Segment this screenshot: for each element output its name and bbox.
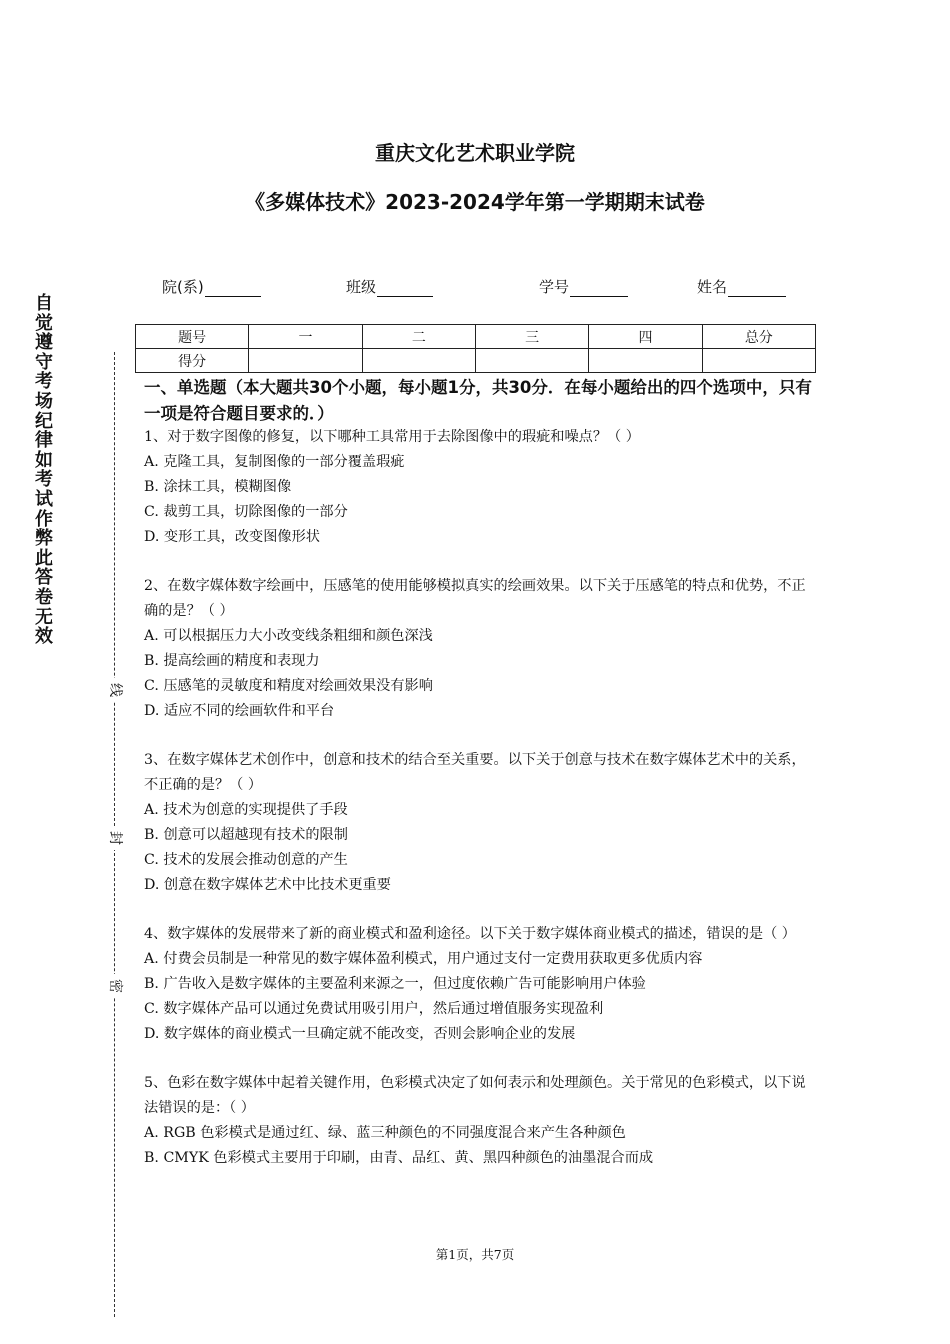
- school-title: 重庆文化艺术职业学院: [375, 141, 575, 165]
- department-field[interactable]: [162, 276, 261, 297]
- name-label: 姓名: [697, 278, 728, 296]
- score-table-cell: 四: [589, 325, 702, 349]
- option-a[interactable]: A. 可以根据压力大小改变线条粗细和颜色深浅: [144, 628, 433, 644]
- option-c[interactable]: C. 数字媒体产品可以通过免费试用吸引用户，然后通过增值服务实现盈利: [144, 1001, 604, 1017]
- score-table: [135, 324, 816, 373]
- option-d[interactable]: D. 变形工具，改变图像形状: [144, 529, 320, 545]
- exam-discipline-notice: 自觉遵守考场纪律如考试作弊此答卷无效: [35, 293, 53, 648]
- student-id-field[interactable]: [539, 276, 628, 297]
- cut-line-label: 线: [104, 678, 126, 702]
- question-1: [144, 425, 816, 550]
- option-c[interactable]: C. 技术的发展会推动创意的产生: [144, 852, 348, 868]
- question-stem: 4、数字媒体的发展带来了新的商业模式和盈利途径。以下关于数字媒体商业模式的描述，错误的是（ ）: [144, 926, 796, 942]
- name-blank[interactable]: [728, 280, 786, 297]
- score-input-cell[interactable]: [702, 349, 815, 373]
- option-d[interactable]: D. 数字媒体的商业模式一旦确定就不能改变，否则会影响企业的发展: [144, 1026, 576, 1042]
- class-label: 班级: [346, 278, 377, 296]
- name-field[interactable]: [697, 276, 786, 297]
- score-table-header-row: [136, 325, 816, 349]
- cut-seal-label: 封: [104, 826, 126, 850]
- student-info-row: [0, 276, 950, 298]
- option-b[interactable]: B. 广告收入是数字媒体的主要盈利来源之一，但过度依赖广告可能影响用户体验: [144, 976, 646, 992]
- score-table-score-row: [136, 349, 816, 373]
- class-blank[interactable]: [377, 280, 433, 297]
- exam-title: 《多媒体技术》2023-2024学年第一学期期末试卷: [245, 190, 705, 214]
- department-blank[interactable]: [205, 280, 261, 297]
- cut-secret-label: 密: [104, 974, 126, 998]
- score-table-cell: 题号: [136, 325, 249, 349]
- option-b[interactable]: B. CMYK 色彩模式主要用于印刷，由青、品红、黄、黑四种颜色的油墨混合而成: [144, 1150, 654, 1166]
- option-a[interactable]: A. RGB 色彩模式是通过红、绿、蓝三种颜色的不同强度混合来产生各种颜色: [144, 1125, 626, 1141]
- score-table-cell: 总分: [702, 325, 815, 349]
- option-b[interactable]: B. 涂抹工具，模糊图像: [144, 479, 292, 495]
- option-a[interactable]: A. 克隆工具，复制图像的一部分覆盖瑕疵: [144, 454, 405, 470]
- option-d[interactable]: D. 适应不同的绘画软件和平台: [144, 703, 335, 719]
- option-c[interactable]: C. 压感笔的灵敏度和精度对绘画效果没有影响: [144, 678, 433, 694]
- score-input-cell[interactable]: [589, 349, 702, 373]
- department-label: 院(系): [162, 278, 204, 296]
- question-list: [144, 425, 816, 1171]
- class-field[interactable]: [346, 276, 433, 297]
- question-stem: 1、对于数字图像的修复，以下哪种工具常用于去除图像中的瑕疵和噪点？（ ）: [144, 429, 640, 445]
- question-2: [144, 574, 816, 724]
- score-table-cell: 二: [362, 325, 475, 349]
- score-input-cell[interactable]: [362, 349, 475, 373]
- section-one-header: 一、单选题（本大题共30个小题，每小题1分，共30分．在每小题给出的四个选项中，只有一项是符合题目要求的．）: [144, 378, 812, 423]
- score-table-cell: 三: [475, 325, 588, 349]
- option-b[interactable]: B. 创意可以超越现有技术的限制: [144, 827, 348, 843]
- question-5: [144, 1071, 816, 1171]
- score-input-cell[interactable]: [475, 349, 588, 373]
- question-4: [144, 922, 816, 1047]
- question-stem: 2、在数字媒体数字绘画中，压感笔的使用能够模拟真实的绘画效果。以下关于压感笔的特点和优势，不正确的是？（ ）: [144, 578, 806, 619]
- question-stem: 3、在数字媒体艺术创作中，创意和技术的结合至关重要。以下关于创意与技术在数字媒体艺术中的关系，不正确的是？（ ）: [144, 752, 806, 793]
- option-d[interactable]: D. 创意在数字媒体艺术中比技术更重要: [144, 877, 391, 893]
- option-a[interactable]: A. 付费会员制是一种常见的数字媒体盈利模式，用户通过支付一定费用获取更多优质内容: [144, 951, 703, 967]
- option-c[interactable]: C. 裁剪工具，切除图像的一部分: [144, 504, 348, 520]
- option-b[interactable]: B. 提高绘画的精度和表现力: [144, 653, 320, 669]
- score-row-label: 得分: [136, 349, 249, 373]
- student-id-label: 学号: [539, 278, 570, 296]
- question-3: [144, 748, 816, 898]
- option-a[interactable]: A. 技术为创意的实现提供了手段: [144, 802, 348, 818]
- page-number: 第1页，共7页: [435, 1247, 515, 1262]
- question-stem: 5、色彩在数字媒体中起着关键作用，色彩模式决定了如何表示和处理颜色。关于常见的色彩模式，以下说法错误的是：（ ）: [144, 1075, 806, 1116]
- student-id-blank[interactable]: [570, 280, 628, 297]
- score-input-cell[interactable]: [249, 349, 362, 373]
- score-table-cell: 一: [249, 325, 362, 349]
